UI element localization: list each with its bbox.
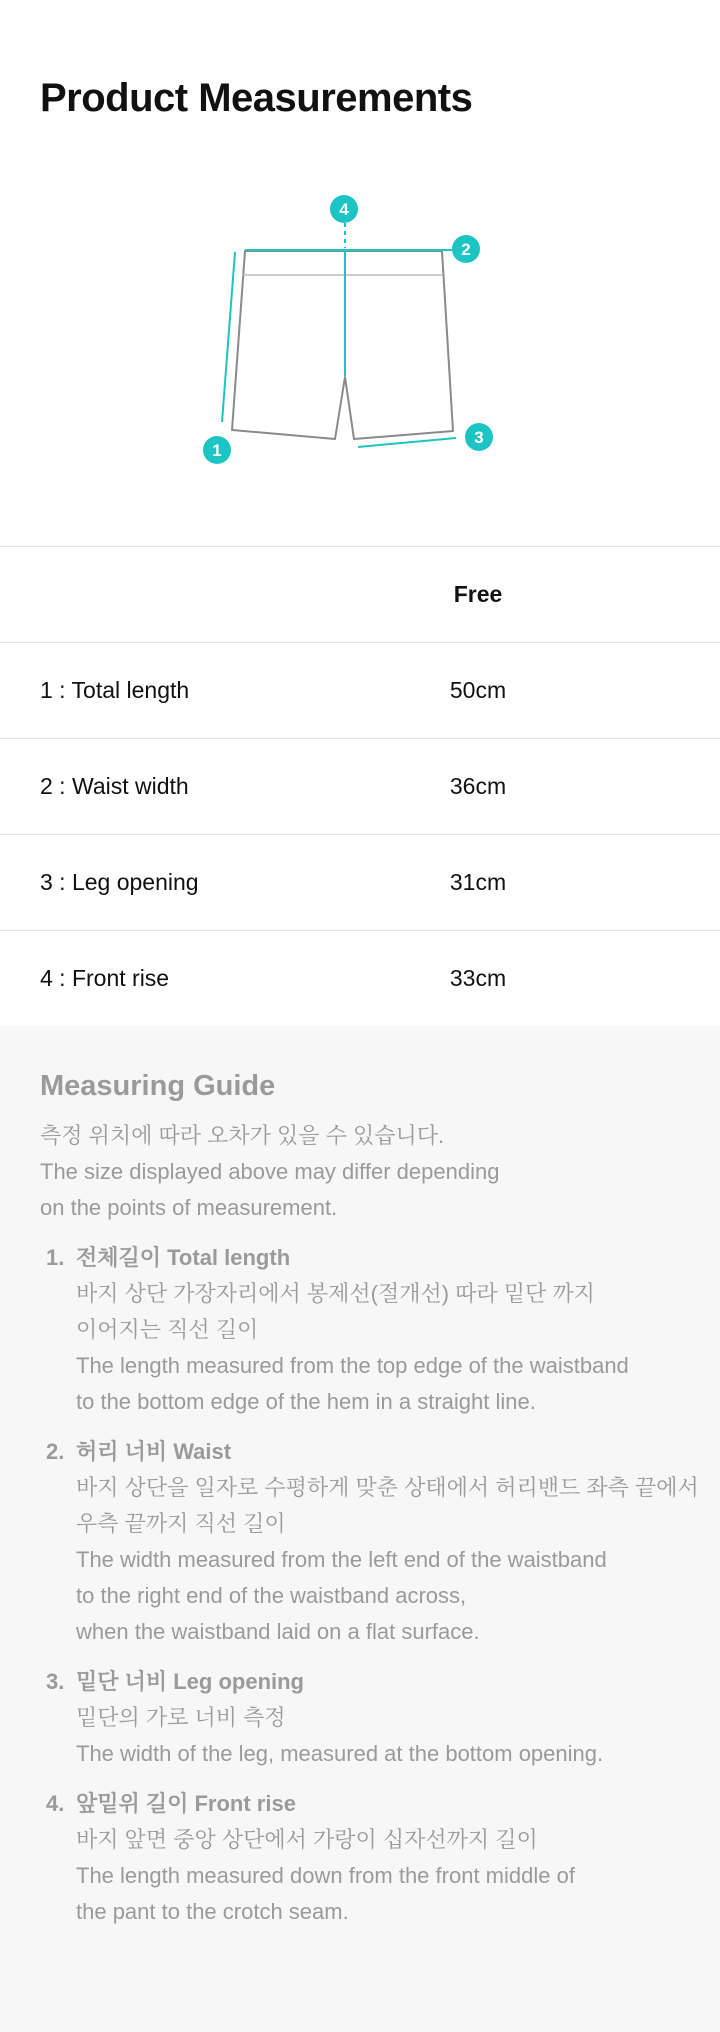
size-table	[0, 546, 720, 1027]
guide-item-leg-opening	[0, 1664, 720, 1772]
marker-2-label: 2	[461, 240, 471, 259]
guide-item-line: 밑단의 가로 너비 측정	[76, 1705, 286, 1730]
guide-item-line: when the waistband laid on a flat surface.	[76, 1619, 480, 1644]
guide-item-heading: 밑단 너비 Leg opening	[76, 1669, 304, 1694]
guide-item-front-rise	[0, 1786, 720, 1930]
marker-4	[330, 195, 358, 223]
guide-item-line: 바지 앞면 중앙 상단에서 가랑이 십자선까지 길이	[76, 1827, 538, 1852]
size-table-header	[0, 547, 720, 643]
marker-1-label: 1	[212, 441, 222, 460]
marker-3	[465, 423, 493, 451]
guide-item-heading: 허리 너비 Waist	[76, 1439, 232, 1464]
guide-item-line: The width measured from the left end of the waistband	[76, 1547, 607, 1572]
total-length-line	[222, 252, 235, 422]
guide-item-line: 바지 상단을 일자로 수평하게 맞춘 상태에서 허리밴드 좌측 끝에서	[76, 1475, 699, 1500]
marker-4-label: 4	[339, 200, 349, 219]
guide-item-number: 1.	[46, 1245, 65, 1270]
guide-item-heading: 앞밑위 길이 Front rise	[76, 1791, 296, 1816]
intro-line: The size displayed above may differ depending	[40, 1159, 500, 1184]
size-table-row-front-rise	[0, 931, 720, 1027]
guide-item-number: 2.	[46, 1439, 65, 1464]
row-label: 2 : Waist width	[40, 773, 189, 799]
measuring-guide-intro	[40, 1118, 680, 1226]
measuring-guide-section	[0, 1026, 720, 2032]
size-table-row-waist-width	[0, 739, 720, 835]
row-value: 33cm	[449, 965, 507, 991]
guide-item-line: to the right end of the waistband across,	[76, 1583, 467, 1608]
guide-item-line: the pant to the crotch seam.	[76, 1899, 349, 1924]
guide-item-heading: 전체길이 Total length	[76, 1245, 291, 1270]
row-value: 31cm	[449, 869, 507, 895]
intro-line: 측정 위치에 따라 오차가 있을 수 있습니다.	[40, 1123, 445, 1148]
guide-item-line: 우측 끝까지 직선 길이	[76, 1511, 286, 1536]
marker-3-label: 3	[474, 428, 484, 447]
guide-item-waist	[0, 1434, 720, 1650]
measuring-guide-list	[0, 1240, 720, 1944]
leg-opening-line	[358, 438, 456, 447]
guide-item-line: The length measured down from the front middle of	[76, 1863, 575, 1888]
guide-item-line: The width of the leg, measured at the bottom opening.	[76, 1741, 604, 1766]
marker-2	[452, 235, 480, 263]
guide-item-line: 이어지는 직선 길이	[76, 1317, 259, 1342]
guide-item-number: 3.	[46, 1669, 65, 1694]
size-table-header-size: Free	[453, 581, 503, 607]
intro-line: on the points of measurement.	[40, 1195, 338, 1220]
guide-item-line: The length measured from the top edge of the waistband	[76, 1353, 629, 1378]
row-label: 4 : Front rise	[40, 965, 170, 991]
row-label: 3 : Leg opening	[40, 869, 199, 895]
page-title: Product Measurements	[40, 76, 473, 120]
guide-item-line: to the bottom edge of the hem in a straight line.	[76, 1389, 536, 1414]
row-label: 1 : Total length	[40, 677, 190, 703]
guide-item-number: 4.	[46, 1791, 65, 1816]
shorts-outline	[232, 251, 453, 439]
row-value: 50cm	[449, 677, 507, 703]
row-value: 36cm	[449, 773, 507, 799]
size-table-row-total-length	[0, 643, 720, 739]
shorts-measurement-diagram	[180, 180, 520, 490]
size-table-row-leg-opening	[0, 835, 720, 931]
guide-item-line: 바지 상단 가장자리에서 봉제선(절개선) 따라 밑단 까지	[76, 1281, 595, 1306]
marker-1	[203, 436, 231, 464]
guide-item-total-length	[0, 1240, 720, 1420]
measuring-guide-title: Measuring Guide	[40, 1070, 276, 1102]
